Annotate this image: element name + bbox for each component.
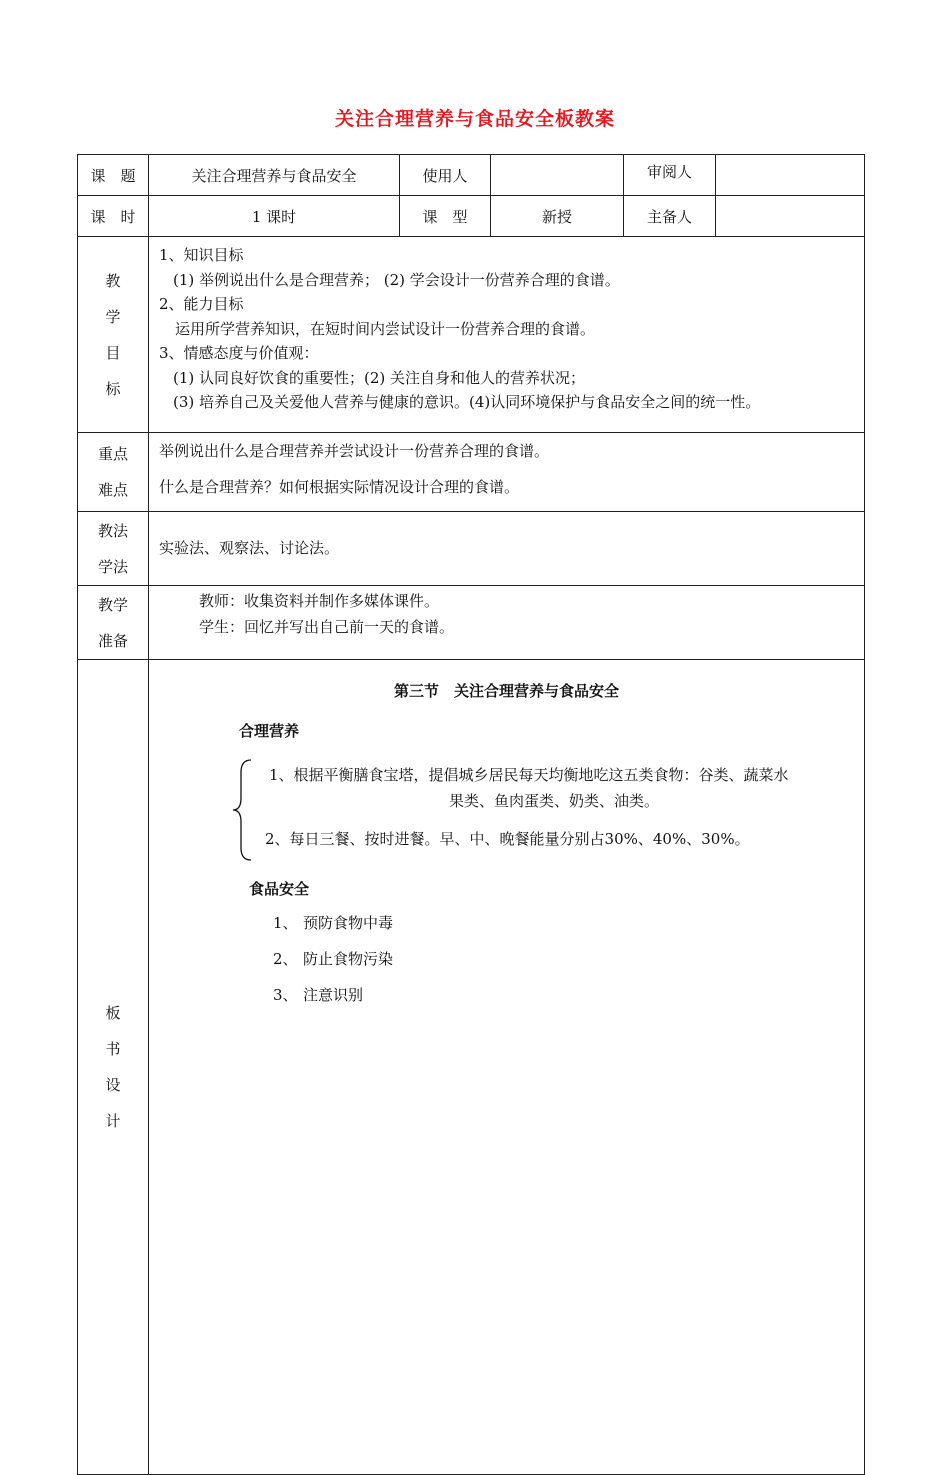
board-heading: 第三节 关注合理营养与食品安全 — [393, 682, 619, 700]
safety-item-text: 注意识别 — [303, 986, 364, 1004]
key-label-line: 难点 — [97, 481, 128, 499]
curly-brace-icon — [231, 758, 255, 862]
table-row-preparation — [78, 586, 865, 660]
preparation-label — [78, 586, 149, 660]
table-row-methods — [78, 512, 865, 586]
preparation-content — [149, 586, 865, 660]
key-points-content — [149, 433, 865, 512]
safety-item-number: 1、 — [273, 914, 298, 932]
section-title-food-safety: 食品安全 — [249, 880, 310, 898]
safety-item — [273, 984, 363, 1005]
key-point-text: 举例说出什么是合理营养并尝试设计一份营养合理的食谱。 — [159, 442, 550, 460]
user-value — [491, 155, 624, 196]
goal-item: (1) 认同良好饮食的重要性；(2) 关注自身和他人的营养状况； — [173, 368, 586, 387]
safety-item-text: 预防食物中毒 — [303, 914, 394, 932]
goals-label — [78, 237, 149, 433]
safety-item — [273, 948, 393, 969]
goal-heading-ability: 2、能力目标 — [159, 295, 244, 313]
safety-item — [273, 912, 393, 933]
methods-label-line: 学法 — [97, 557, 128, 576]
type-value: 新授 — [491, 196, 624, 237]
goals-label-char: 目 — [105, 343, 121, 362]
goal-item: 运用所学营养知识，在短时间内尝试设计一份营养合理的食谱。 — [175, 319, 596, 338]
nutrition-item-2: 2、每日三餐、按时进餐。早、中、晚餐能量分别占30%、40%、30%。 — [265, 830, 750, 848]
nutrition-item-1-line1: 1、根据平衡膳食宝塔，提倡城乡居民每天均衡地吃这五类食物：谷类、蔬菜水 — [269, 766, 789, 784]
hours-value: 1 课时 — [149, 196, 400, 237]
nutrition-item-1-line2: 果类、鱼肉蛋类、奶类、油类。 — [449, 792, 660, 810]
document-title: 关注合理营养与食品安全板教案 — [334, 108, 615, 130]
goal-item: (3) 培养自己及关爱他人营养与健康的意识。(4)认同环境保护与食品安全之间的统一性。 — [173, 393, 761, 411]
student-preparation: 学生：回忆并写出自己前一天的食谱。 — [199, 618, 455, 636]
table-row-goals — [78, 237, 865, 433]
lesson-plan-table — [77, 154, 865, 1475]
methods-text: 实验法、观察法、讨论法。 — [159, 539, 340, 558]
prep-label-line: 准备 — [97, 631, 128, 650]
hours-label: 课 时 — [78, 196, 149, 237]
user-label: 使用人 — [400, 155, 491, 196]
table-row-board — [78, 660, 865, 1475]
difficulty-text: 什么是合理营养？如何根据实际情况设计合理的食谱。 — [159, 478, 520, 496]
methods-label-line: 教法 — [97, 521, 128, 540]
preparer-value — [716, 196, 865, 237]
board-label-char: 设 — [105, 1076, 121, 1094]
goals-label-char: 学 — [105, 307, 121, 326]
topic-value: 关注合理营养与食品安全 — [149, 155, 400, 196]
board-content — [149, 660, 865, 1475]
goals-label-char: 标 — [105, 379, 121, 398]
methods-label — [78, 512, 149, 586]
goal-heading-knowledge: 1、知识目标 — [159, 246, 244, 264]
nutrition-item-1 — [269, 762, 859, 814]
table-row-hours — [78, 196, 865, 237]
reviewer-label: 审阅人 — [624, 155, 716, 196]
type-label: 课 型 — [400, 196, 491, 237]
methods-content — [149, 512, 865, 586]
key-label-line: 重点 — [97, 445, 128, 463]
safety-item-number: 2、 — [273, 950, 298, 968]
reviewer-value — [716, 155, 865, 196]
safety-item-text: 防止食物污染 — [303, 950, 394, 968]
table-row-key-points — [78, 433, 865, 512]
teacher-preparation: 教师：收集资料并制作多媒体课件。 — [199, 592, 440, 610]
goals-content — [149, 237, 865, 433]
goals-label-char: 教 — [105, 271, 121, 290]
preparer-label: 主备人 — [624, 196, 716, 237]
board-label-char: 书 — [105, 1040, 121, 1058]
board-label-char: 计 — [105, 1112, 121, 1130]
topic-label: 课 题 — [78, 155, 149, 196]
goal-item: (1) 举例说出什么是合理营养； (2) 学会设计一份营养合理的食谱。 — [173, 270, 620, 289]
board-label-char: 板 — [105, 1004, 121, 1022]
safety-item-number: 3、 — [273, 986, 298, 1004]
goal-heading-attitude: 3、情感态度与价值观： — [159, 344, 319, 362]
table-row-topic — [78, 155, 865, 196]
prep-label-line: 教学 — [97, 595, 128, 614]
board-label — [78, 660, 149, 1475]
section-title-nutrition: 合理营养 — [239, 722, 300, 740]
key-points-label — [78, 433, 149, 512]
